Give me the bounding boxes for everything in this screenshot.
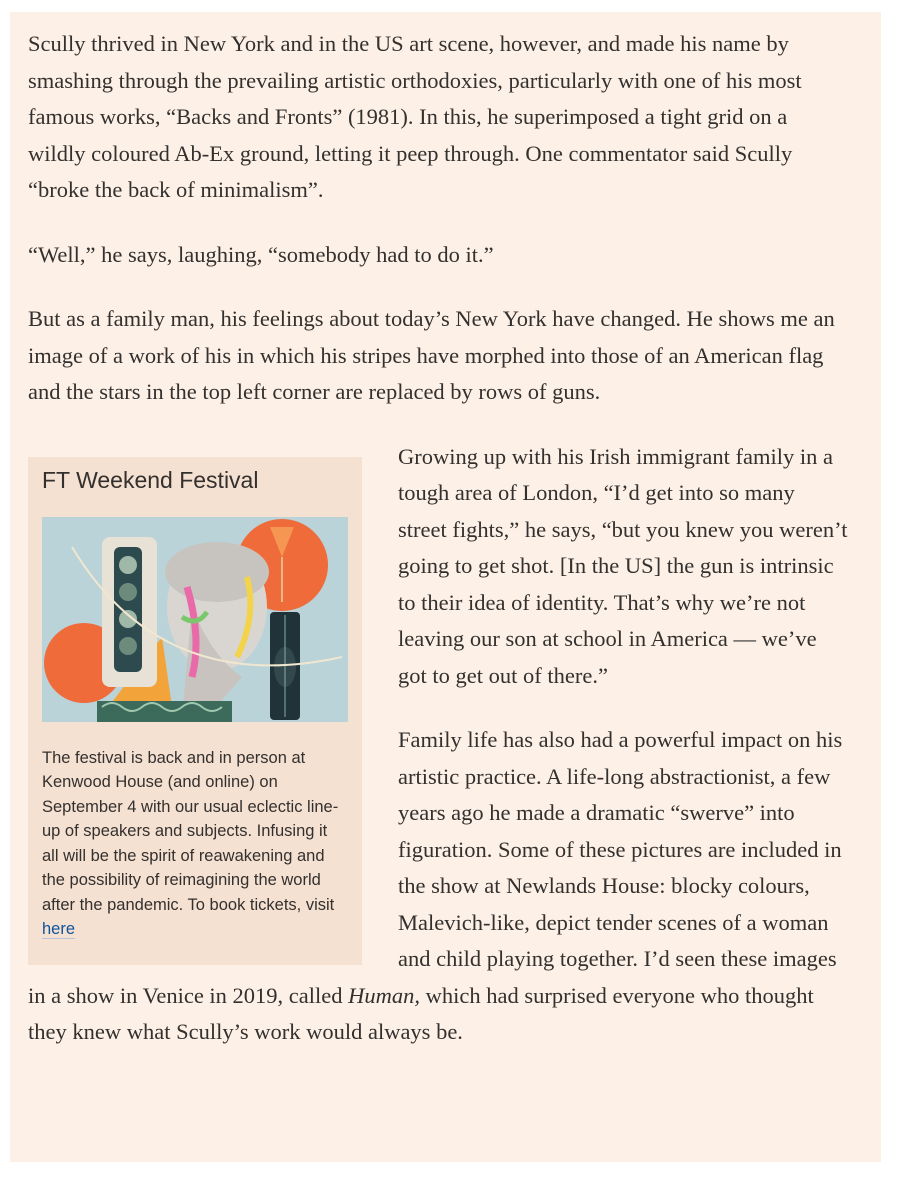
festival-promo-image[interactable] (42, 517, 348, 722)
paragraph-backs-and-fronts: Scully thrived in New York and in the US art scene, however, and made his name by smashing through the prevailing artistic orthodoxies, particularly with one of his most famous works, “Backs and Fronts” (1981). In this, he superimposed a tight grid on a wildly coloured Ab-Ex ground, letting it peep through. One commentator said Scully “broke the back of minimalism”. (28, 31, 802, 202)
paragraph-quote-well: “Well,” he says, laughing, “somebody had to do it.” (28, 241, 494, 267)
paragraph-growing-up: Growing up with his Irish immigrant family in a tough area of London, “I’d get into so many street fights,” he says, “but you knew you weren’t going to get shot. [In the US] the gun is intrinsic to their idea of identity. That’s why we’re not leaving our son at school in America — we’ve got to get out of there.” (398, 443, 848, 688)
paragraph-family-life-start: Family life has also had a powerful impact on his artistic practice. A life-long abstractionist, a few years ago he made a dramatic “swerve” into figuration. Some of these pictures are included in the show at Newlands House: blocky colours, Malevich-like, depict tender scenes of a woman and child playing together. I’d seen these images in a show in Venice in 2019, called (28, 727, 843, 1008)
paragraph-family-man: But as a family man, his feelings about today’s New York have changed. He shows me an image of a work of his in which his stripes have morphed into those of an American flag and the stars in the top left corner are replaced by rows of guns. (28, 306, 835, 404)
ft-weekend-festival-promo (28, 457, 362, 965)
promo-description (42, 746, 348, 942)
show-title-human: Human, (348, 982, 421, 1008)
promo-title: FT Weekend Festival (42, 466, 259, 493)
article-body (28, 26, 848, 1079)
promo-text: The festival is back and in person at Kenwood House (and online) on September 4 with our usual eclectic line-up of speakers and subjects. Infusing it all will be the spirit of reawakening and the possibility of reimagining the world after the pandemic. To book tickets, visit (42, 748, 339, 914)
article-page (10, 12, 881, 1162)
paragraph-family-life-end: which had surprised everyone who thought they knew what Scully’s work would always be. (28, 982, 814, 1044)
book-tickets-link[interactable]: here (42, 920, 76, 938)
